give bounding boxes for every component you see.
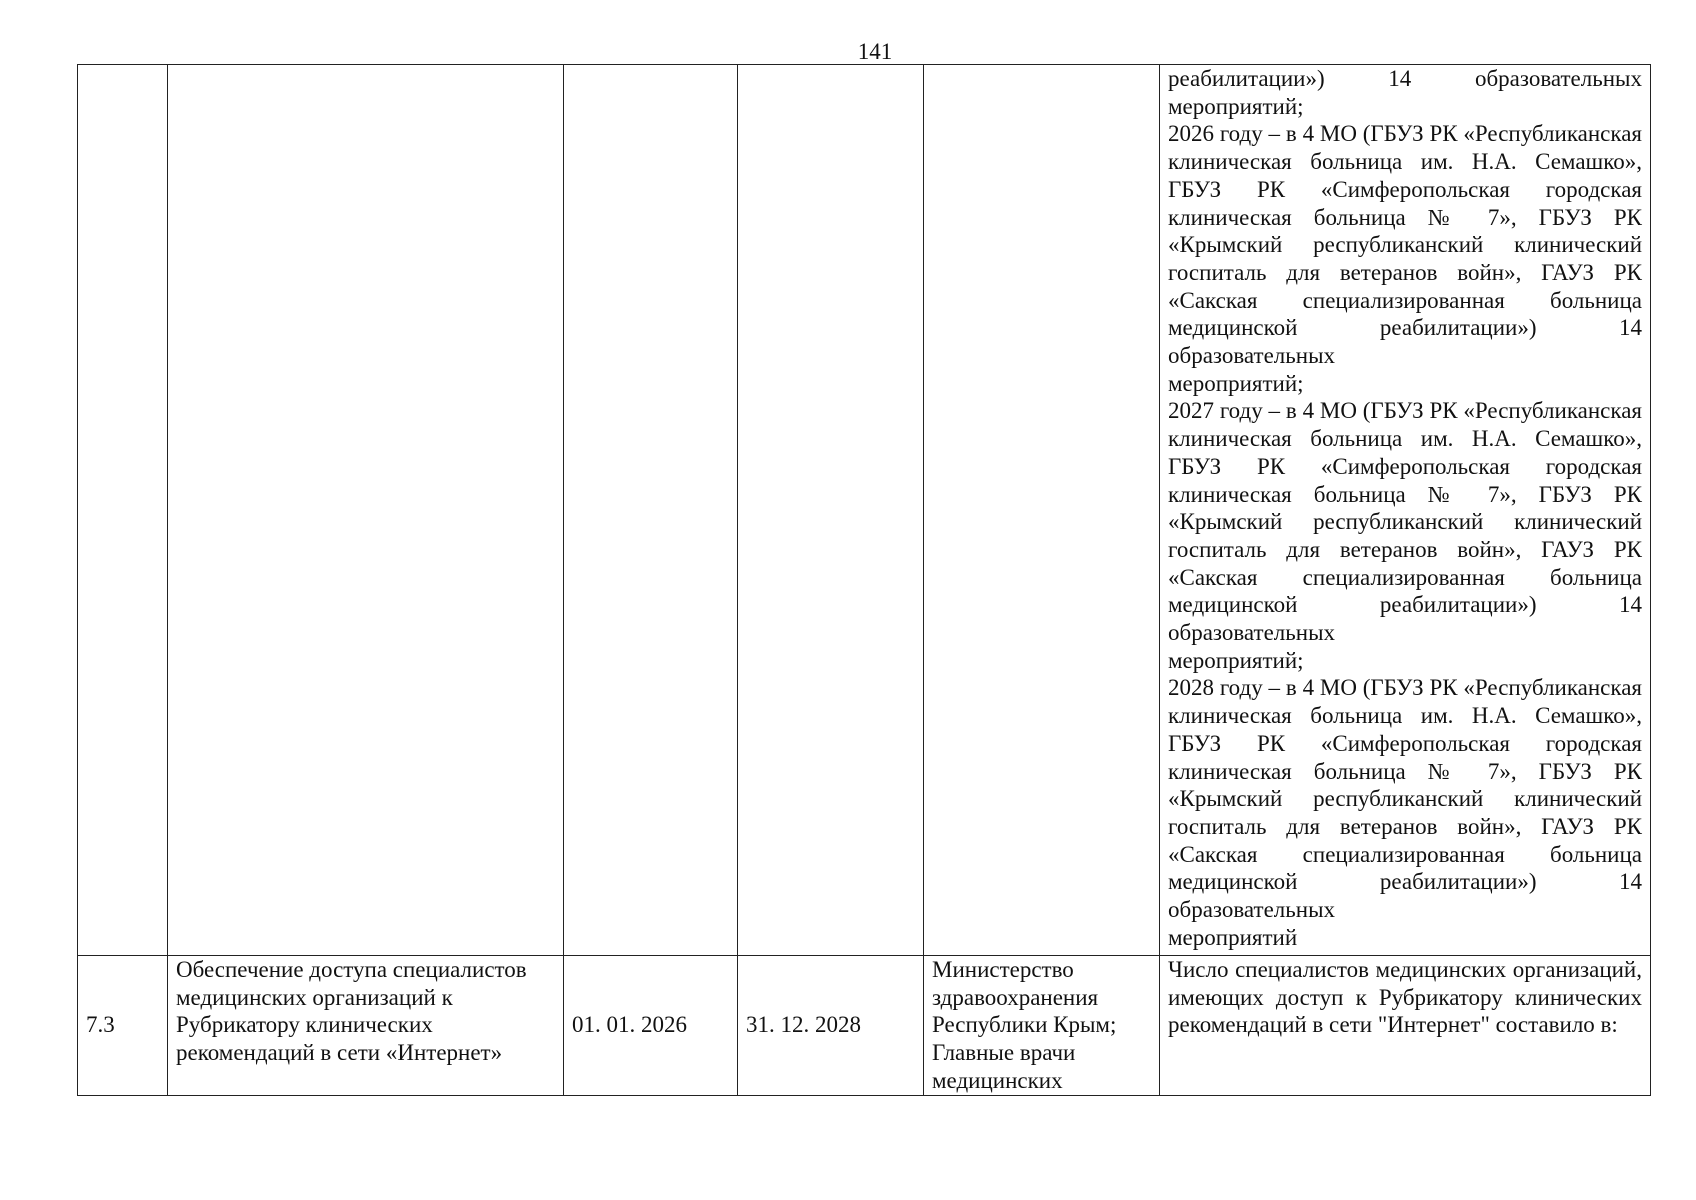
table-row-7-3 xyxy=(78,956,1651,1096)
result-line: мероприятий xyxy=(1168,924,1298,950)
page-number: 141 xyxy=(857,39,893,64)
cell-start-date: 01. 01. 2026 xyxy=(564,956,738,1096)
result-line: мероприятий; xyxy=(1168,370,1304,396)
result-line: реабилитации») 14 образовательных xyxy=(1168,66,1642,91)
cell-number xyxy=(78,65,168,956)
plan-table xyxy=(77,64,1651,1096)
cell-title xyxy=(168,956,564,1096)
result-paragraph-2026: 2026 году – в 4 МО (ГБУЗ РК «Республиканская клиническая больница им. Н.А. Семашко», ГБУЗ РК «Симферопольская городская клиническая больница № 7», ГБУЗ РК «Крымский республиканский клинический госпиталь для ветеранов войн», ГАУЗ РК «Сакская специализированная больница медицинской реабилитации») 14 образовательных xyxy=(1168,121,1642,369)
cell-responsible xyxy=(924,65,1160,956)
result-paragraph-2028: 2028 году – в 4 МО (ГБУЗ РК «Республиканская клиническая больница им. Н.А. Семашко», ГБУЗ РК «Симферопольская городская клиническая больница № 7», ГБУЗ РК «Крымский республиканский клинический госпиталь для ветеранов войн», ГАУЗ РК «Сакская специализированная больница медицинской реабилитации») 14 образовательных xyxy=(1168,675,1642,923)
cell-title xyxy=(168,65,564,956)
measure-title: Обеспечение доступа специалистов медицинских организаций к Рубрикатору клинических рекомендаций в сети «Интернет» xyxy=(176,957,527,1066)
result-paragraph-2027: 2027 году – в 4 МО (ГБУЗ РК «Республиканская клиническая больница им. Н.А. Семашко», ГБУЗ РК «Симферопольская городская клиническая больница № 7», ГБУЗ РК «Крымский республиканский клинический госпиталь для ветеранов войн», ГАУЗ РК «Сакская специализированная больница медицинской реабилитации») 14 образовательных xyxy=(1168,398,1642,646)
cell-number: 7.3 xyxy=(78,956,168,1096)
result-text: Число специалистов медицинских организаций, имеющих доступ к Рубрикатору клинических рекомендаций в сети "Интернет" составило в: xyxy=(1168,957,1642,1038)
result-line: мероприятий; xyxy=(1168,93,1304,119)
cell-end-date xyxy=(738,65,924,956)
cell-start-date xyxy=(564,65,738,956)
cell-responsible xyxy=(924,956,1160,1096)
table-row-continuation xyxy=(78,65,1651,956)
result-line: мероприятий; xyxy=(1168,647,1304,673)
cell-end-date: 31. 12. 2028 xyxy=(738,956,924,1096)
cell-result xyxy=(1160,956,1651,1096)
cell-result xyxy=(1160,65,1651,956)
responsible-text: Министерство здравоохранения Республики Крым; Главные врачи медицинских xyxy=(932,957,1117,1093)
